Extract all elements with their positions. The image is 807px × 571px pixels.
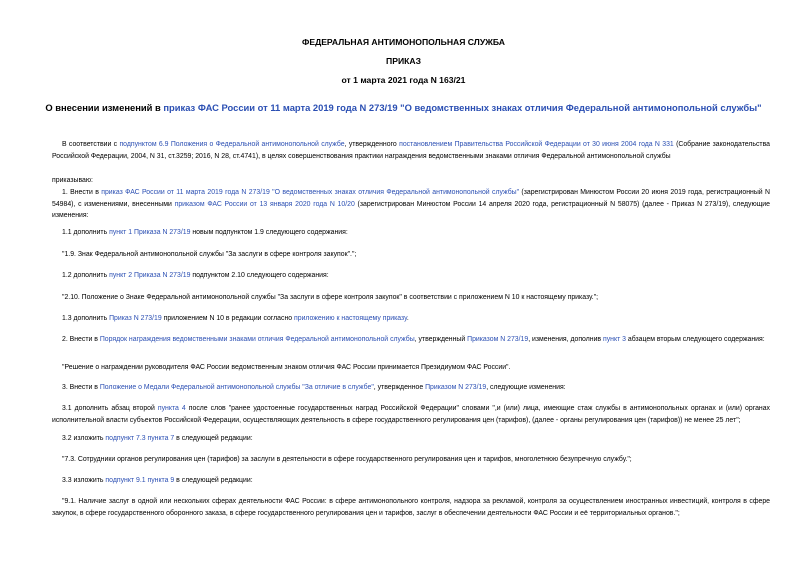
link-order-273-b[interactable]: Приказом N 273/19 xyxy=(467,336,529,343)
text: 1. Внести в xyxy=(62,189,102,196)
doc-type-heading: ПРИКАЗ xyxy=(386,56,421,66)
text: 1.3 дополнить xyxy=(62,315,110,322)
text: . xyxy=(406,315,409,322)
paragraph-quote-7-3: "7.3. Сотрудники органов регулирования цен (тарифов) за заслуги в деятельности в сфере государственного регулирования цен и тарифов, многолетнюю безупречную службу."; xyxy=(62,456,632,463)
text: новым подпунктом 1.9 следующего содержания: xyxy=(190,229,348,236)
link-subpoint-7-3[interactable]: подпункт 7.3 пункта 7 xyxy=(105,435,175,442)
text: в следующей редакции: xyxy=(174,477,253,484)
text: , утвержденного xyxy=(344,141,400,148)
text: в следующей редакции: xyxy=(174,435,253,442)
paragraph-quote-decision: "Решение о награждении руководителя ФАС России ведомственным знаком отличия ФАС России принимается Президиумом ФАС России". xyxy=(62,364,511,371)
text: 3.2 изложить xyxy=(62,435,106,442)
paragraph-item-1-1 xyxy=(52,227,770,239)
link-point-2[interactable]: пункт 2 Приказа N 273/19 xyxy=(109,272,191,279)
link-regulation-6-9[interactable]: подпунктом 6.9 Положения о Федеральной антимонопольной службе xyxy=(119,141,345,148)
agency-heading: ФЕДЕРАЛЬНАЯ АНТИМОНОПОЛЬНАЯ СЛУЖБА xyxy=(302,37,505,47)
link-point-4[interactable]: пункта 4 xyxy=(157,405,186,412)
text: 3. Внести в xyxy=(62,384,100,391)
link-appendix[interactable]: приложению к настоящему приказу xyxy=(294,315,407,322)
title-prefix: О внесении изменений в xyxy=(45,102,164,113)
paragraph-item-2 xyxy=(52,334,770,346)
text: 1.1 дополнить xyxy=(62,229,110,236)
text: приложением N 10 в редакции согласно xyxy=(161,315,295,322)
text: подпунктом 2.10 следующего содержания: xyxy=(190,272,329,279)
text: после слов "ранее удостоенные государственных наград Российской Федерации" словами ",и (или) лица, имеющие стаж службы в антимонопольных органах и (или) органах исполнительной власти субъектов Российской Федерации, осуществляющих деятельность в сфере государственного регулирования цен (тарифов), (далее - органы регулирования цен (тарифов)) не менее 25 лет"; xyxy=(52,405,771,424)
text: , утвержденный xyxy=(414,336,468,343)
link-medal-regulation[interactable]: Положение о Медали Федеральной антимонопольной службы "За отличие в службе" xyxy=(99,384,374,391)
text: 3.1 дополнить абзац второй xyxy=(62,405,158,412)
text: В соответствии с xyxy=(62,141,120,148)
text: , изменения, дополнив xyxy=(528,336,603,343)
link-awarding-procedure[interactable]: Порядок награждения ведомственными знаками отличия Федеральной антимонопольной службы xyxy=(99,336,415,343)
paragraph-item-1 xyxy=(52,187,770,222)
order-title xyxy=(0,102,807,113)
text: (зарегистрирован Минюстом России 14 апреля 2020 года, регистрационный N 58075) (далее - Приказ N 273/19), следующие изменения: xyxy=(52,200,770,220)
paragraph-item-1-3 xyxy=(52,313,770,325)
text: , утвержденное xyxy=(373,384,426,391)
text: абзацем вторым следующего содержания: xyxy=(625,336,765,343)
date-number-heading: от 1 марта 2021 года N 163/21 xyxy=(341,75,466,85)
link-subpoint-9-1[interactable]: подпункт 9.1 пункта 9 xyxy=(105,477,175,484)
paragraph-quote-2-10: "2.10. Положение о Знаке Федеральной антимонопольной службы "За заслуги в сфере контроля закупок" в соответствии с приложением N 10 к настоящему приказу."; xyxy=(62,294,599,301)
text: , следующие изменения: xyxy=(486,384,566,391)
text: 1.2 дополнить xyxy=(62,272,110,279)
link-order-273[interactable]: Приказ N 273/19 xyxy=(109,315,162,322)
paragraph-order-word: приказываю: xyxy=(52,177,93,184)
paragraph-item-3-1 xyxy=(52,403,770,426)
link-government-decree-331[interactable]: постановлением Правительства Российской Федерации от 30 июня 2004 года N 331 xyxy=(399,141,674,148)
paragraph-item-3-3 xyxy=(52,475,770,487)
text: 3.3 изложить xyxy=(62,477,106,484)
paragraph-quote-9-1: "9.1. Наличие заслуг в одной или нескольких сферах деятельности ФАС России: в сфере антимонопольного контроля, надзора за рекламой, контроля за осуществлением иностранных инвестиций, контроля в сфере закупок, в сфере государственного оборонного заказа, в сфере государственного регулирования цен и тарифов, заслуг в обеспечении деятельности ФАС России и её территориальных органов."; xyxy=(52,498,770,517)
title-link[interactable]: приказ ФАС России от 11 марта 2019 года N 273/19 "О ведомственных знаках отличия Федеральной антимонопольной службы" xyxy=(163,102,762,113)
text: 2. Внести в xyxy=(62,336,100,343)
paragraph-item-1-2 xyxy=(52,270,770,282)
link-point-1[interactable]: пункт 1 Приказа N 273/19 xyxy=(109,229,191,236)
link-point-3[interactable]: пункт 3 xyxy=(603,336,626,343)
link-order-273-c[interactable]: Приказом N 273/19 xyxy=(425,384,487,391)
paragraph-item-3-2 xyxy=(52,433,770,445)
link-order-273-19[interactable]: приказ ФАС России от 11 марта 2019 года N 273/19 "О ведомственных знаках отличия Федеральной антимонопольной службы" xyxy=(101,189,520,196)
paragraph-quote-1-9: "1.9. Знак Федеральной антимонопольной службы "За заслуги в сфере контроля закупок"."; xyxy=(62,251,357,258)
paragraph-preamble xyxy=(52,139,770,162)
text: (Собрание законодательства Российской Федерации, 2004, N 31, ст.3259; 2016, N 28, ст.4741), в целях совершенствования практики награждения ведомственными знаками отличия Федеральной антимонопольной службы xyxy=(52,141,771,160)
text: (зарегистрирован Минюстом России 20 июня 2019 года, регистрационный N 54984), с изменениями, внесенными xyxy=(52,189,770,208)
link-order-10-20[interactable]: приказом ФАС России от 13 января 2020 года N 10/20 xyxy=(174,200,355,208)
paragraph-item-3 xyxy=(52,382,770,394)
